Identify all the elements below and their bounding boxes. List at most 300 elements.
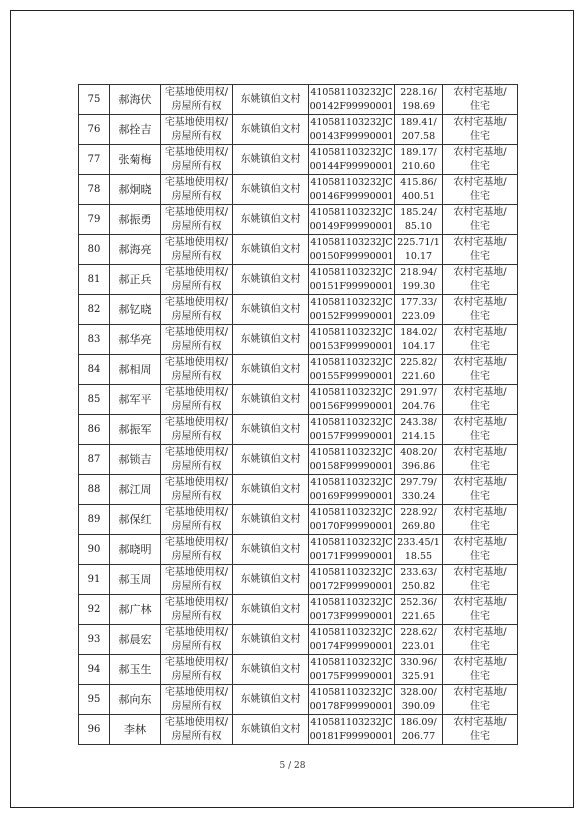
land-use-line: 农村宅基地/	[453, 326, 507, 338]
area-line: 204.76	[401, 400, 436, 412]
parcel-code-line: 410581103232JC	[310, 176, 393, 188]
location: 东姚镇伯文村	[233, 715, 309, 745]
area-line: 243.38/	[400, 416, 437, 428]
location: 东姚镇伯文村	[233, 505, 309, 535]
table-row	[79, 355, 518, 385]
parcel-code-line: 410581103232JC	[310, 656, 393, 668]
owner-name: 郝华亮	[110, 325, 161, 355]
table-row	[79, 115, 518, 145]
land-use-line: 住宅	[470, 400, 490, 412]
right-type-line: 房屋所有权	[171, 130, 222, 142]
land-use-line: 住宅	[470, 340, 490, 352]
right-type-line: 宅基地使用权/	[164, 236, 229, 248]
land-use	[443, 445, 518, 475]
right-type-line: 房屋所有权	[171, 250, 222, 262]
owner-name: 郝江周	[110, 475, 161, 505]
area-line: 214.15	[401, 430, 436, 442]
table-row	[79, 385, 518, 415]
land-use-line: 住宅	[470, 310, 490, 322]
land-use	[443, 685, 518, 715]
right-type-line: 宅基地使用权/	[164, 536, 229, 548]
parcel-code-line: 00149F99990001	[309, 220, 394, 232]
area-line: 228.16/	[400, 86, 437, 98]
area-line: 184.02/	[400, 326, 437, 338]
land-use	[443, 595, 518, 625]
land-use-line: 住宅	[470, 280, 490, 292]
right-type-line: 宅基地使用权/	[164, 596, 229, 608]
parcel-code-line: 00178F99990001	[309, 700, 394, 712]
area	[395, 655, 443, 685]
right-type	[161, 355, 233, 385]
right-type-line: 房屋所有权	[171, 310, 222, 322]
parcel-code-line: 00150F99990001	[309, 250, 394, 262]
land-use	[443, 295, 518, 325]
parcel-code	[309, 445, 395, 475]
land-use-line: 农村宅基地/	[453, 416, 507, 428]
land-use	[443, 175, 518, 205]
right-type	[161, 235, 233, 265]
table-row	[79, 505, 518, 535]
table-row	[79, 265, 518, 295]
area	[395, 625, 443, 655]
land-use	[443, 475, 518, 505]
land-use-line: 住宅	[470, 430, 490, 442]
land-use-line: 农村宅基地/	[453, 656, 507, 668]
right-type	[161, 475, 233, 505]
parcel-code-line: 410581103232JC	[310, 506, 393, 518]
area-line: 186.09/	[400, 716, 437, 728]
land-use-line: 住宅	[470, 670, 490, 682]
area	[395, 715, 443, 745]
owner-name: 郝广林	[110, 595, 161, 625]
parcel-code-line: 00170F99990001	[309, 520, 394, 532]
right-type-line: 宅基地使用权/	[164, 656, 229, 668]
area	[395, 175, 443, 205]
parcel-code-line: 00152F99990001	[309, 310, 394, 322]
land-use-line: 住宅	[470, 190, 490, 202]
area-line: 198.69	[401, 100, 436, 112]
table-row	[79, 625, 518, 655]
right-type	[161, 685, 233, 715]
right-type	[161, 595, 233, 625]
parcel-code-line: 00144F99990001	[309, 160, 394, 172]
right-type-line: 房屋所有权	[171, 610, 222, 622]
parcel-code	[309, 685, 395, 715]
parcel-code-line: 410581103232JC	[310, 326, 393, 338]
land-use	[443, 655, 518, 685]
table-row	[79, 685, 518, 715]
area-line: 325.91	[401, 670, 436, 682]
area	[395, 295, 443, 325]
area-line: 199.30	[401, 280, 436, 292]
land-use-line: 住宅	[470, 640, 490, 652]
area	[395, 505, 443, 535]
owner-name: 郝钇晓	[110, 295, 161, 325]
land-use-line: 农村宅基地/	[453, 296, 507, 308]
location: 东姚镇伯文村	[233, 655, 309, 685]
parcel-code	[309, 175, 395, 205]
row-number: 83	[79, 325, 110, 355]
area	[395, 475, 443, 505]
land-use	[443, 565, 518, 595]
table-row	[79, 85, 518, 115]
location: 东姚镇伯文村	[233, 175, 309, 205]
area-line: 228.62/	[400, 626, 437, 638]
area	[395, 385, 443, 415]
land-use-line: 住宅	[470, 730, 490, 742]
row-number: 79	[79, 205, 110, 235]
parcel-code	[309, 625, 395, 655]
owner-name: 郝振军	[110, 415, 161, 445]
area-line: 330.24	[401, 490, 436, 502]
parcel-code-line: 410581103232JC	[310, 716, 393, 728]
owner-name: 郝正兵	[110, 265, 161, 295]
land-use	[443, 115, 518, 145]
row-number: 95	[79, 685, 110, 715]
area	[395, 205, 443, 235]
right-type-line: 宅基地使用权/	[164, 716, 229, 728]
row-number: 84	[79, 355, 110, 385]
table-row	[79, 325, 518, 355]
row-number: 77	[79, 145, 110, 175]
location: 东姚镇伯文村	[233, 535, 309, 565]
parcel-code-line: 00173F99990001	[309, 610, 394, 622]
area	[395, 415, 443, 445]
parcel-code-line: 00181F99990001	[309, 730, 394, 742]
right-type	[161, 385, 233, 415]
row-number: 91	[79, 565, 110, 595]
area-line: 269.80	[401, 520, 436, 532]
parcel-code	[309, 415, 395, 445]
parcel-code-line: 00172F99990001	[309, 580, 394, 592]
land-use	[443, 505, 518, 535]
area-line: 390.09	[401, 700, 436, 712]
right-type-line: 宅基地使用权/	[164, 386, 229, 398]
parcel-code-line: 410581103232JC	[310, 596, 393, 608]
land-use-line: 农村宅基地/	[453, 626, 507, 638]
location: 东姚镇伯文村	[233, 445, 309, 475]
area	[395, 235, 443, 265]
right-type-line: 房屋所有权	[171, 160, 222, 172]
right-type-line: 房屋所有权	[171, 190, 222, 202]
land-use-line: 住宅	[470, 220, 490, 232]
right-type-line: 宅基地使用权/	[164, 476, 229, 488]
location: 东姚镇伯文村	[233, 355, 309, 385]
area-line: 223.09	[401, 310, 436, 322]
area-line: 189.41/	[400, 116, 437, 128]
location: 东姚镇伯文村	[233, 565, 309, 595]
parcel-code-line: 00175F99990001	[309, 670, 394, 682]
right-type-line: 宅基地使用权/	[164, 686, 229, 698]
location: 东姚镇伯文村	[233, 295, 309, 325]
parcel-code-line: 410581103232JC	[310, 356, 393, 368]
row-number: 80	[79, 235, 110, 265]
area-line: 252.36/	[400, 596, 437, 608]
row-number: 94	[79, 655, 110, 685]
parcel-code	[309, 535, 395, 565]
parcel-code	[309, 235, 395, 265]
parcel-code	[309, 595, 395, 625]
parcel-code	[309, 145, 395, 175]
parcel-code-line: 410581103232JC	[310, 446, 393, 458]
parcel-code-line: 410581103232JC	[310, 566, 393, 578]
location: 东姚镇伯文村	[233, 475, 309, 505]
right-type	[161, 505, 233, 535]
table-row	[79, 445, 518, 475]
area-line: 400.51	[401, 190, 436, 202]
land-use	[443, 535, 518, 565]
right-type-line: 房屋所有权	[171, 550, 222, 562]
right-type	[161, 295, 233, 325]
parcel-code-line: 00142F99990001	[309, 100, 394, 112]
right-type-line: 房屋所有权	[171, 430, 222, 442]
area	[395, 595, 443, 625]
parcel-code	[309, 355, 395, 385]
land-use	[443, 355, 518, 385]
land-use-line: 农村宅基地/	[453, 86, 507, 98]
land-use	[443, 715, 518, 745]
right-type-line: 宅基地使用权/	[164, 296, 229, 308]
land-use-line: 住宅	[470, 370, 490, 382]
row-number: 86	[79, 415, 110, 445]
parcel-code-line: 410581103232JC	[310, 686, 393, 698]
parcel-code	[309, 265, 395, 295]
land-use-line: 住宅	[470, 610, 490, 622]
land-use	[443, 235, 518, 265]
parcel-code	[309, 325, 395, 355]
right-type	[161, 715, 233, 745]
owner-name: 郝保红	[110, 505, 161, 535]
land-use-line: 农村宅基地/	[453, 506, 507, 518]
area-line: 10.17	[404, 250, 433, 262]
land-use-line: 农村宅基地/	[453, 266, 507, 278]
right-type-line: 宅基地使用权/	[164, 206, 229, 218]
area	[395, 355, 443, 385]
area-line: 297.79/	[400, 476, 437, 488]
row-number: 88	[79, 475, 110, 505]
right-type-line: 宅基地使用权/	[164, 326, 229, 338]
row-number: 85	[79, 385, 110, 415]
right-type-line: 房屋所有权	[171, 460, 222, 472]
right-type-line: 房屋所有权	[171, 100, 222, 112]
page-number: 5 / 28	[279, 761, 306, 771]
row-number: 78	[79, 175, 110, 205]
parcel-code-line: 410581103232JC	[310, 206, 393, 218]
parcel-code-line: 410581103232JC	[310, 476, 393, 488]
right-type	[161, 85, 233, 115]
owner-name: 郝玉生	[110, 655, 161, 685]
table-row	[79, 715, 518, 745]
table-row	[79, 475, 518, 505]
table-row	[79, 595, 518, 625]
area-line: 330.96/	[400, 656, 437, 668]
table-row	[79, 535, 518, 565]
right-type-line: 宅基地使用权/	[164, 116, 229, 128]
land-use-line: 农村宅基地/	[453, 716, 507, 728]
land-use	[443, 625, 518, 655]
right-type-line: 宅基地使用权/	[164, 566, 229, 578]
parcel-code-line: 410581103232JC	[310, 536, 393, 548]
right-type	[161, 625, 233, 655]
location: 东姚镇伯文村	[233, 235, 309, 265]
owner-name: 郝玉周	[110, 565, 161, 595]
area-line: 85.10	[404, 220, 433, 232]
parcel-code-line: 410581103232JC	[310, 266, 393, 278]
area-line: 250.82	[401, 580, 436, 592]
land-use	[443, 415, 518, 445]
parcel-code-line: 410581103232JC	[310, 416, 393, 428]
row-number: 82	[79, 295, 110, 325]
row-number: 89	[79, 505, 110, 535]
area-line: 228.92/	[400, 506, 437, 518]
location: 东姚镇伯文村	[233, 145, 309, 175]
parcel-code-line: 00169F99990001	[309, 490, 394, 502]
table-row	[79, 205, 518, 235]
area-line: 328.00/	[400, 686, 437, 698]
parcel-code-line: 00146F99990001	[309, 190, 394, 202]
parcel-code-line: 00171F99990001	[309, 550, 394, 562]
area-line: 223.01	[401, 640, 436, 652]
parcel-code-line: 00156F99990001	[309, 400, 394, 412]
area-line: 207.58	[401, 130, 436, 142]
area-line: 189.17/	[400, 146, 437, 158]
area	[395, 145, 443, 175]
row-number: 81	[79, 265, 110, 295]
location: 东姚镇伯文村	[233, 685, 309, 715]
location: 东姚镇伯文村	[233, 205, 309, 235]
table-row	[79, 295, 518, 325]
land-use-line: 住宅	[470, 550, 490, 562]
area-line: 225.71/1	[397, 236, 440, 248]
owner-name: 郝炯晓	[110, 175, 161, 205]
land-use-line: 农村宅基地/	[453, 566, 507, 578]
owner-name: 张菊梅	[110, 145, 161, 175]
row-number: 75	[79, 85, 110, 115]
location: 东姚镇伯文村	[233, 385, 309, 415]
right-type	[161, 565, 233, 595]
right-type-line: 房屋所有权	[171, 490, 222, 502]
owner-name: 郝向东	[110, 685, 161, 715]
land-use-line: 农村宅基地/	[453, 536, 507, 548]
owner-name: 郝振勇	[110, 205, 161, 235]
table-row	[79, 175, 518, 205]
area-line: 408.20/	[400, 446, 437, 458]
land-use-line: 农村宅基地/	[453, 686, 507, 698]
location: 东姚镇伯文村	[233, 415, 309, 445]
parcel-code	[309, 205, 395, 235]
parcel-code-line: 410581103232JC	[310, 386, 393, 398]
area-line: 206.77	[401, 730, 436, 742]
right-type-line: 房屋所有权	[171, 280, 222, 292]
land-use	[443, 265, 518, 295]
parcel-code	[309, 115, 395, 145]
right-type-line: 房屋所有权	[171, 340, 222, 352]
right-type	[161, 205, 233, 235]
parcel-code-line: 00157F99990001	[309, 430, 394, 442]
land-use-line: 住宅	[470, 490, 490, 502]
area-line: 218.94/	[400, 266, 437, 278]
right-type-line: 房屋所有权	[171, 400, 222, 412]
parcel-code-line: 410581103232JC	[310, 236, 393, 248]
location: 东姚镇伯文村	[233, 595, 309, 625]
land-use-line: 住宅	[470, 580, 490, 592]
owner-name: 郝海伏	[110, 85, 161, 115]
area-line: 104.17	[401, 340, 436, 352]
land-use-line: 住宅	[470, 250, 490, 262]
owner-name: 李林	[110, 715, 161, 745]
area	[395, 535, 443, 565]
right-type-line: 宅基地使用权/	[164, 416, 229, 428]
area-line: 221.60	[401, 370, 436, 382]
owner-name: 郝相周	[110, 355, 161, 385]
parcel-code-line: 410581103232JC	[310, 146, 393, 158]
parcel-code-line: 410581103232JC	[310, 626, 393, 638]
parcel-code-line: 00143F99990001	[309, 130, 394, 142]
right-type-line: 房屋所有权	[171, 700, 222, 712]
row-number: 87	[79, 445, 110, 475]
area-line: 18.55	[404, 550, 433, 562]
right-type-line: 宅基地使用权/	[164, 146, 229, 158]
area-line: 210.60	[401, 160, 436, 172]
right-type-line: 宅基地使用权/	[164, 356, 229, 368]
row-number: 93	[79, 625, 110, 655]
area-line: 177.33/	[400, 296, 437, 308]
area	[395, 565, 443, 595]
parcel-code-line: 00174F99990001	[309, 640, 394, 652]
area-line: 396.86	[401, 460, 436, 472]
land-use-line: 住宅	[470, 130, 490, 142]
right-type-line: 宅基地使用权/	[164, 506, 229, 518]
right-type-line: 房屋所有权	[171, 580, 222, 592]
table-row	[79, 655, 518, 685]
land-use-line: 农村宅基地/	[453, 176, 507, 188]
land-use-line: 农村宅基地/	[453, 476, 507, 488]
right-type-line: 房屋所有权	[171, 520, 222, 532]
right-type	[161, 415, 233, 445]
parcel-code	[309, 655, 395, 685]
owner-name: 郝军平	[110, 385, 161, 415]
land-use	[443, 325, 518, 355]
right-type	[161, 265, 233, 295]
right-type	[161, 535, 233, 565]
right-type-line: 宅基地使用权/	[164, 176, 229, 188]
parcel-code-line: 00155F99990001	[309, 370, 394, 382]
parcel-code	[309, 505, 395, 535]
area	[395, 265, 443, 295]
right-type	[161, 445, 233, 475]
row-number: 96	[79, 715, 110, 745]
table-row	[79, 145, 518, 175]
parcel-code-line: 00151F99990001	[309, 280, 394, 292]
row-number: 90	[79, 535, 110, 565]
right-type-line: 房屋所有权	[171, 730, 222, 742]
land-use-line: 农村宅基地/	[453, 596, 507, 608]
right-type	[161, 115, 233, 145]
area-line: 221.65	[401, 610, 436, 622]
land-use	[443, 385, 518, 415]
right-type-line: 房屋所有权	[171, 370, 222, 382]
location: 东姚镇伯文村	[233, 115, 309, 145]
records-table	[78, 84, 518, 745]
owner-name: 郝拴吉	[110, 115, 161, 145]
right-type	[161, 145, 233, 175]
area-line: 233.45/1	[397, 536, 440, 548]
location: 东姚镇伯文村	[233, 265, 309, 295]
land-use-line: 住宅	[470, 100, 490, 112]
right-type-line: 房屋所有权	[171, 640, 222, 652]
land-use	[443, 145, 518, 175]
area-line: 185.24/	[400, 206, 437, 218]
